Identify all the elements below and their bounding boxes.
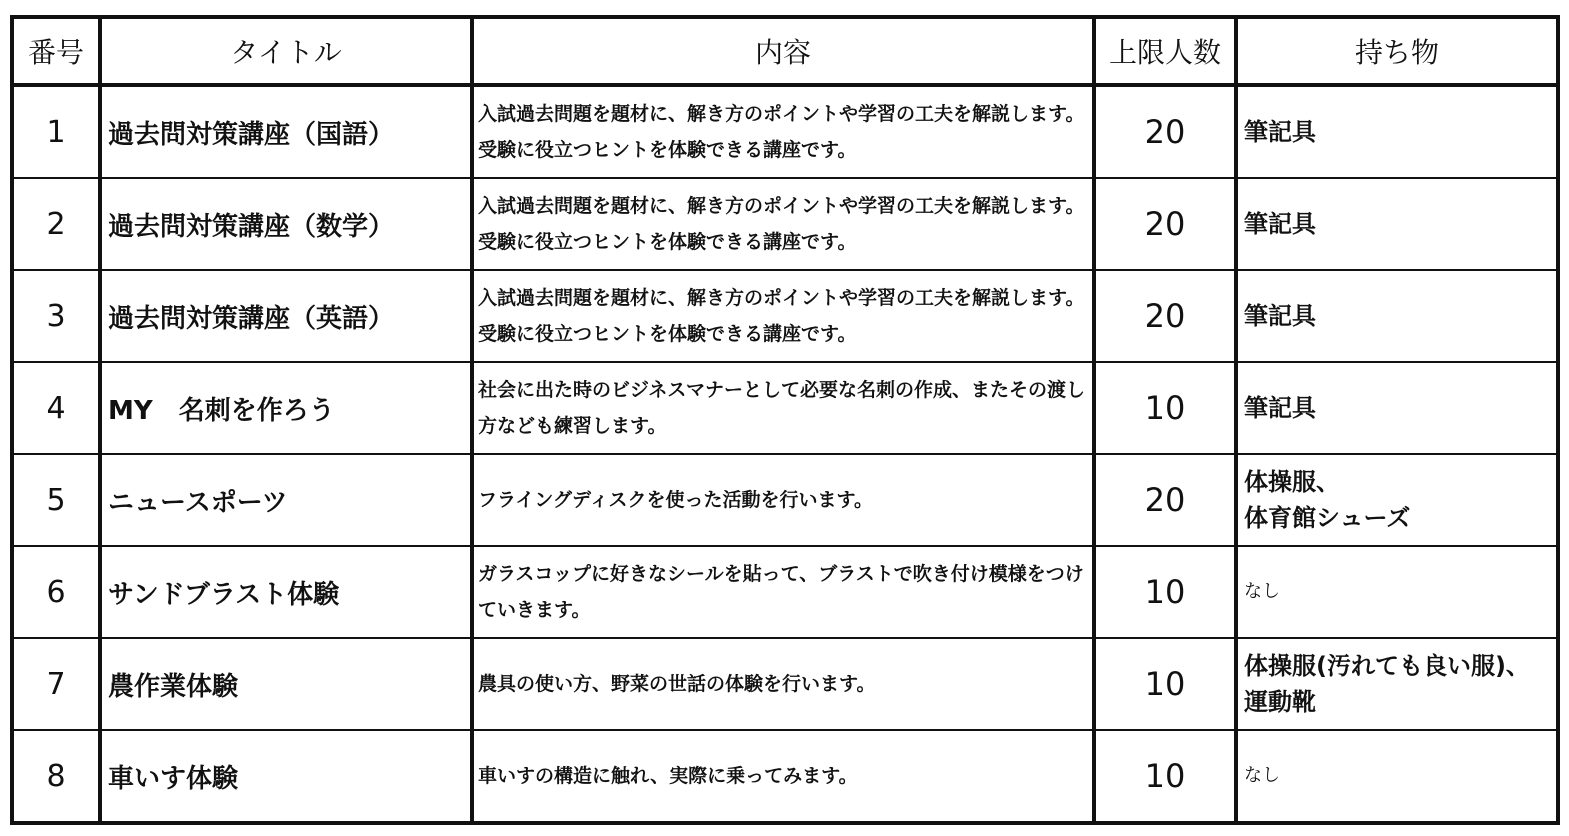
row-title: 農作業体験 [100, 638, 472, 730]
row-content: 入試過去問題を題材に、解き方のポイントや学習の工夫を解説します。受験に役立つヒントを体験できる講座です。 [472, 178, 1094, 270]
row-limit: 20 [1094, 270, 1236, 362]
row-number: 7 [12, 638, 100, 730]
row-content: フライングディスクを使った活動を行います。 [472, 454, 1094, 546]
row-content: ガラスコップに好きなシールを貼って、ブラストで吹き付け模様をつけていきます。 [472, 546, 1094, 638]
table-row [12, 270, 1558, 362]
row-content: 農具の使い方、野菜の世話の体験を行います。 [472, 638, 1094, 730]
row-title: 過去問対策講座（国語） [100, 85, 472, 178]
course-table-container [10, 15, 1556, 823]
row-number: 3 [12, 270, 100, 362]
row-items-line: 運動靴 [1244, 688, 1316, 716]
row-content: 社会に出た時のビジネスマナーとして必要な名刺の作成、またその渡し方なども練習します。 [472, 362, 1094, 454]
row-items: 筆記具 [1236, 178, 1558, 270]
row-limit: 20 [1094, 178, 1236, 270]
row-items-line: 体操服(汚れても良い服)、 [1244, 652, 1530, 680]
row-items-line: 体操服、 [1244, 468, 1340, 496]
row-title: サンドブラスト体験 [100, 546, 472, 638]
row-limit: 20 [1094, 454, 1236, 546]
row-content: 車いすの構造に触れ、実際に乗ってみます。 [472, 730, 1094, 823]
row-items: 筆記具 [1236, 270, 1558, 362]
row-title: 車いす体験 [100, 730, 472, 823]
header-content: 内容 [472, 17, 1094, 85]
row-items: なし [1236, 730, 1558, 823]
row-items [1236, 454, 1558, 546]
row-number: 4 [12, 362, 100, 454]
header-title: タイトル [100, 17, 472, 85]
row-title: 過去問対策講座（数学） [100, 178, 472, 270]
table-row [12, 178, 1558, 270]
row-title: MY 名刺を作ろう [100, 362, 472, 454]
row-number: 1 [12, 85, 100, 178]
table-row [12, 546, 1558, 638]
row-content: 入試過去問題を題材に、解き方のポイントや学習の工夫を解説します。受験に役立つヒントを体験できる講座です。 [472, 270, 1094, 362]
row-number: 5 [12, 454, 100, 546]
row-limit: 20 [1094, 85, 1236, 178]
header-limit: 上限人数 [1094, 17, 1236, 85]
row-title: 過去問対策講座（英語） [100, 270, 472, 362]
row-items-line: 体育館シューズ [1244, 504, 1411, 532]
row-items: 筆記具 [1236, 85, 1558, 178]
row-limit: 10 [1094, 362, 1236, 454]
table-row [12, 85, 1558, 178]
row-number: 6 [12, 546, 100, 638]
row-number: 2 [12, 178, 100, 270]
row-items: なし [1236, 546, 1558, 638]
row-limit: 10 [1094, 546, 1236, 638]
row-limit: 10 [1094, 730, 1236, 823]
row-content: 入試過去問題を題材に、解き方のポイントや学習の工夫を解説します。受験に役立つヒントを体験できる講座です。 [472, 85, 1094, 178]
table-row [12, 730, 1558, 823]
row-items: 筆記具 [1236, 362, 1558, 454]
row-items [1236, 638, 1558, 730]
course-table [10, 15, 1560, 825]
table-row [12, 638, 1558, 730]
header-row [12, 17, 1558, 85]
row-limit: 10 [1094, 638, 1236, 730]
row-number: 8 [12, 730, 100, 823]
table-row [12, 454, 1558, 546]
header-no: 番号 [12, 17, 100, 85]
row-title: ニュースポーツ [100, 454, 472, 546]
table-row [12, 362, 1558, 454]
header-items: 持ち物 [1236, 17, 1558, 85]
